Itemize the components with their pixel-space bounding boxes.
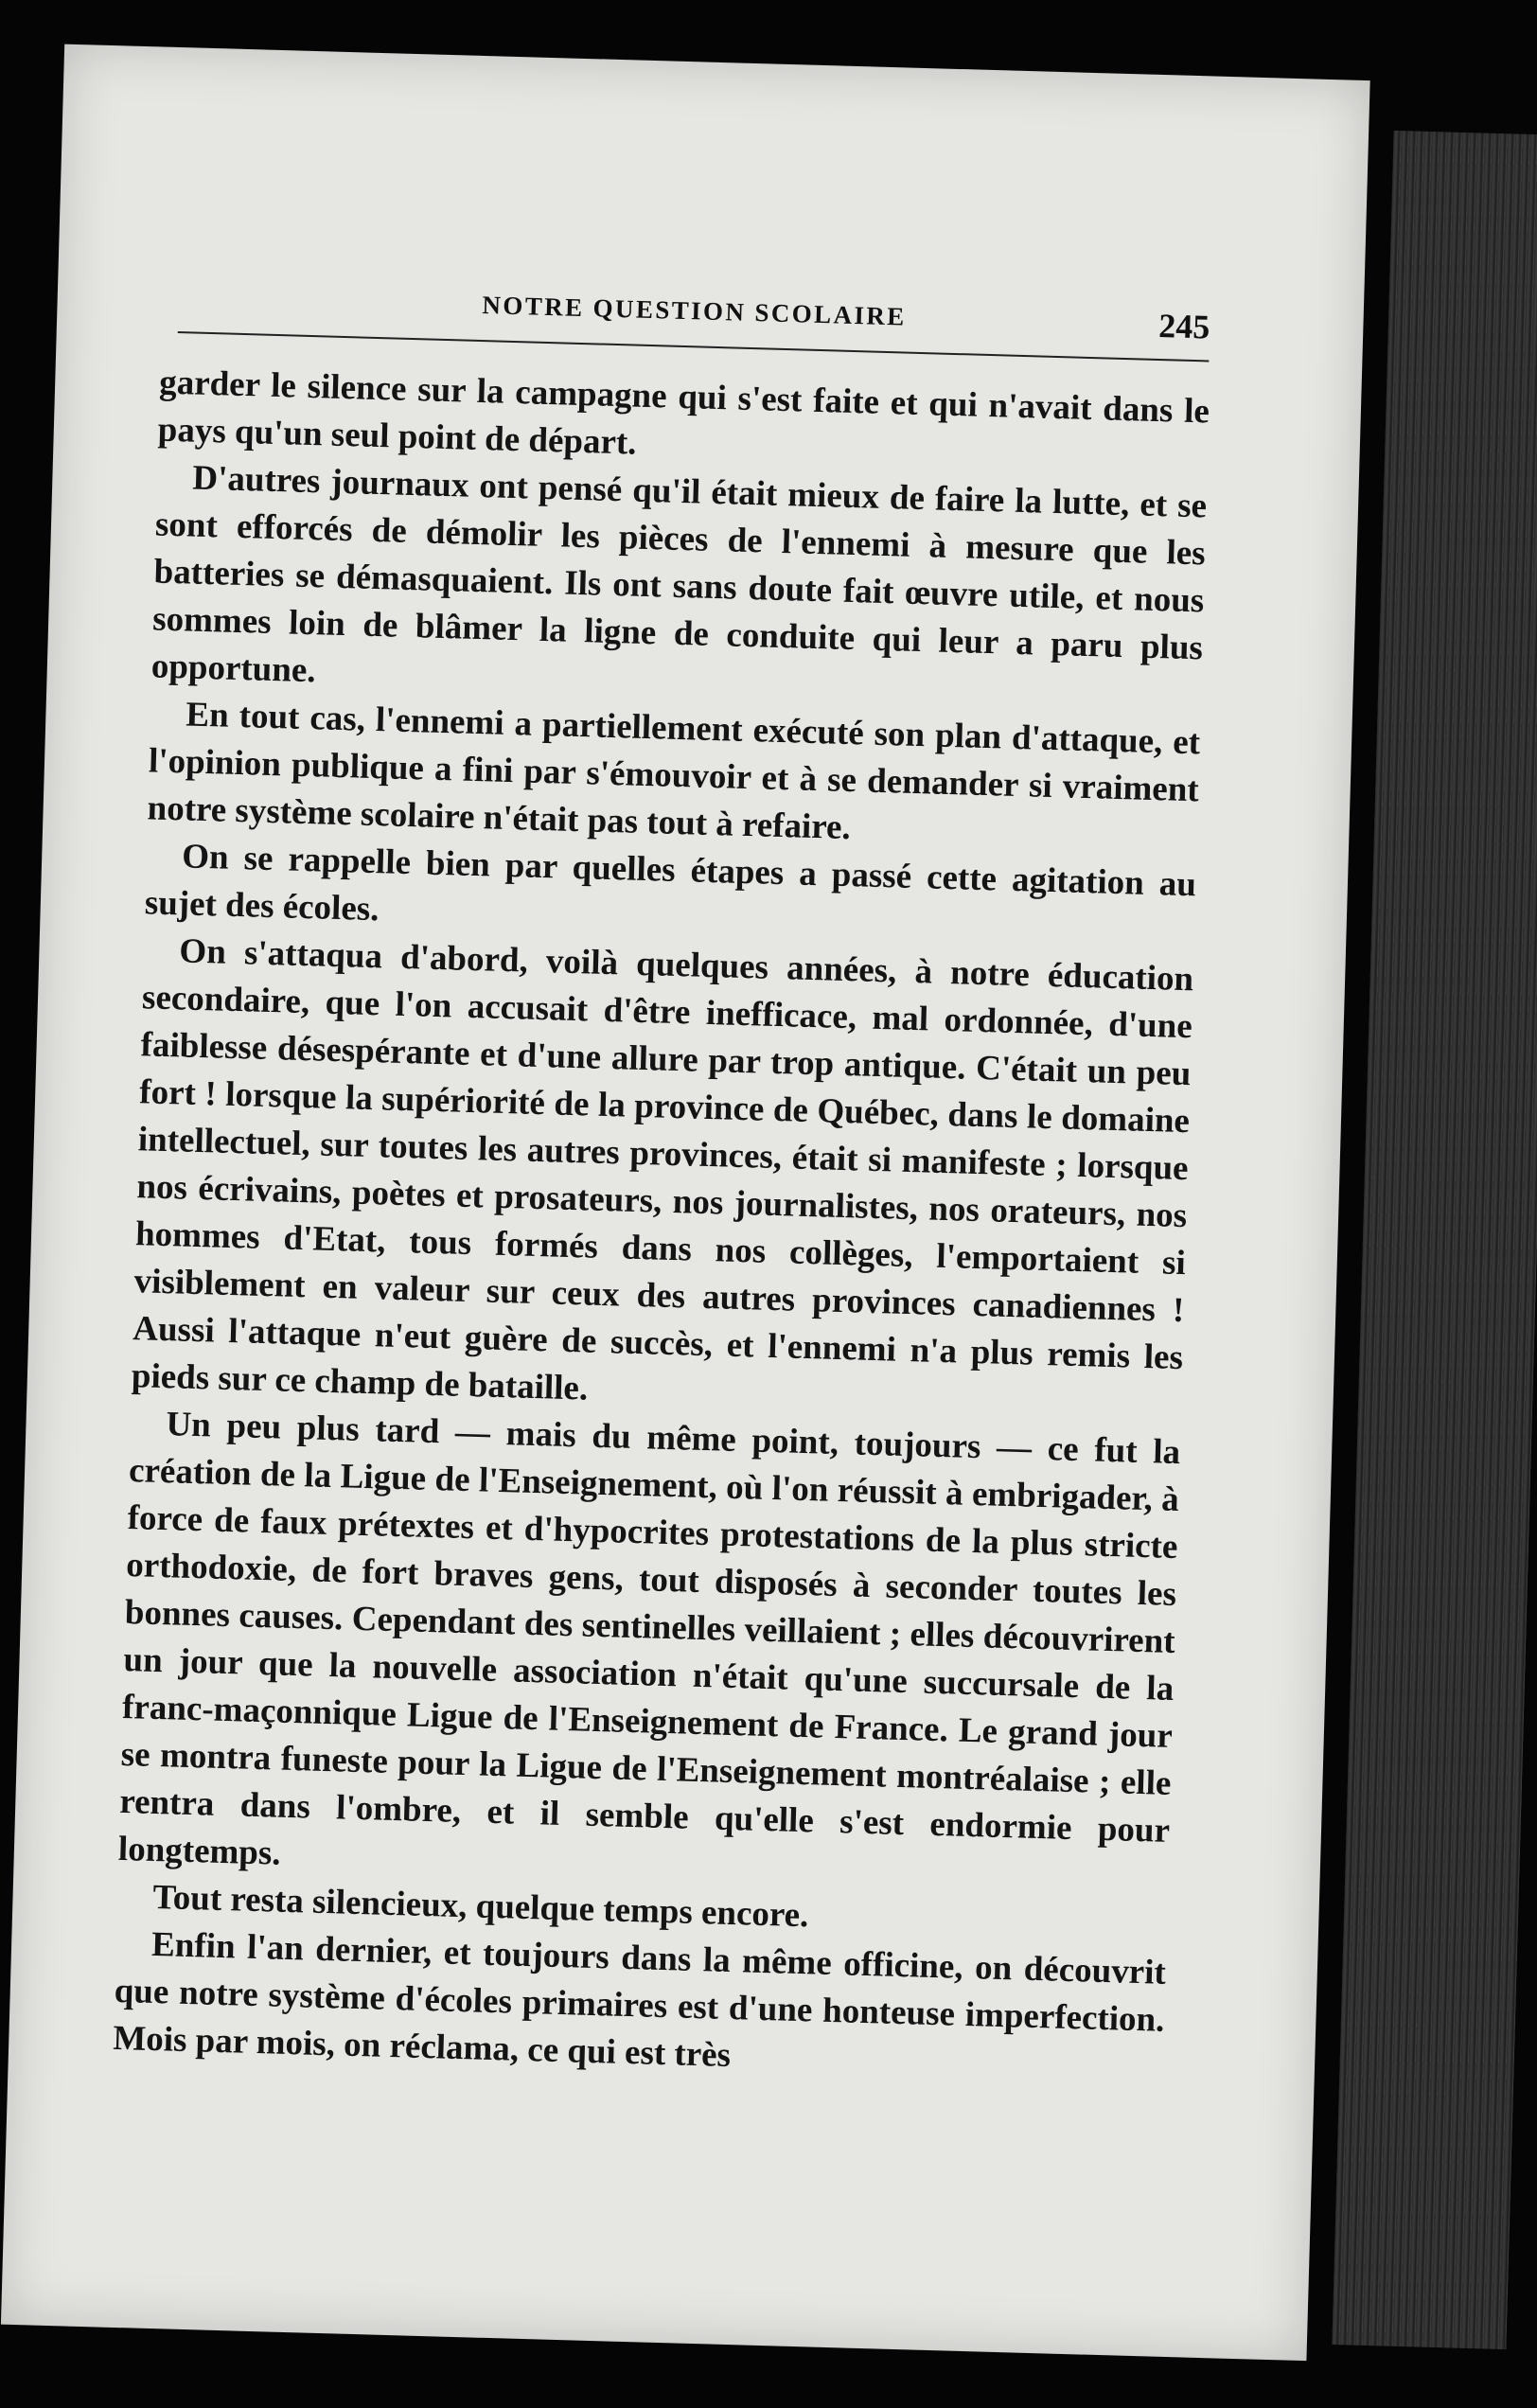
- paragraph-4: On se rappelle bien par quelles étapes a passé cette agitation au sujet des écoles.: [144, 837, 1197, 930]
- paragraph-8: Enfin l'an dernier, et toujours dans la même officine, on découvrit que notre système d'écoles primaires est d'une honteuse imperfection. Mois par mois, on réclama, ce qui est très: [112, 1924, 1167, 2076]
- paragraph-1: garder le silence sur la campagne qui s'est faite et qui n'avait dans le pays qu'un seul point de départ.: [157, 363, 1210, 463]
- paragraph-2: D'autres journaux ont pensé qu'il était mieux de faire la lutte, et se sont efforcés de démolir les pièces de l'ennemi à mesure que les batteries se démasquaient. Ils ont sans doute fait œuvre utile, et nous sommes loin de blâmer la ligne de conduite qui leur a paru plus opportune.: [150, 458, 1208, 691]
- page-header: [178, 282, 1210, 367]
- body-text: [113, 360, 1210, 2092]
- scanned-page: [1, 44, 1370, 2362]
- running-title: NOTRE QUESTION SCOLAIRE: [482, 291, 908, 331]
- paragraph-5: On s'attaqua d'abord, voilà quelques années, à notre éducation secondaire, que l'on accusait d'être inefficace, mal ordonnée, d'une faiblesse désespérante et d'une allure par trop antique. C'était un peu fort ! lorsque la supériorité de la province de Québec, dans le domaine intellectuel, sur toutes les autres provinces, était si manifeste ; lorsque nos écrivains, poètes et prosateurs, nos journalistes, nos orateurs, nos hommes d'Etat, tous formés dans nos collèges, l'emportaient si visiblement en valeur sur ceux des autres provinces canadiennes ! Aussi l'attaque n'eut guère de succès, et l'ennemi n'a plus remis les pieds sur ce champ de bataille.: [131, 931, 1194, 1408]
- paragraph-6: Un peu plus tard — mais du même point, toujours — ce fut la création de la Ligue de l'Enseignement, où l'on réussit à embrigader, à force de faux prétextes et d'hypocrites protestations de la plus stricte orthodoxie, de fort braves gens, tout disposés à seconder toutes les bonnes causes. Cependant des sentinelles veillaient ; elles découvrirent un jour que la nouvelle association n'était qu'une succursale de la franc-maçonnique Ligue de l'Enseignement de France. Le grand jour se montra funeste pour la Ligue de l'Enseignement montréalaise ; elle rentra dans l'ombre, et il semble qu'elle s'est endormie pour longtemps.: [117, 1405, 1181, 1873]
- paragraph-3: En tout cas, l'ennemi a partiellement exécuté son plan d'attaque, et l'opinion publique a fini par s'émouvoir et à se demander si vraiment notre système scolaire n'était pas tout à refaire.: [147, 695, 1201, 848]
- page-number: 245: [1157, 306, 1210, 346]
- paragraph-7: Tout resta silencieux, quelque temps encore.: [152, 1877, 809, 1936]
